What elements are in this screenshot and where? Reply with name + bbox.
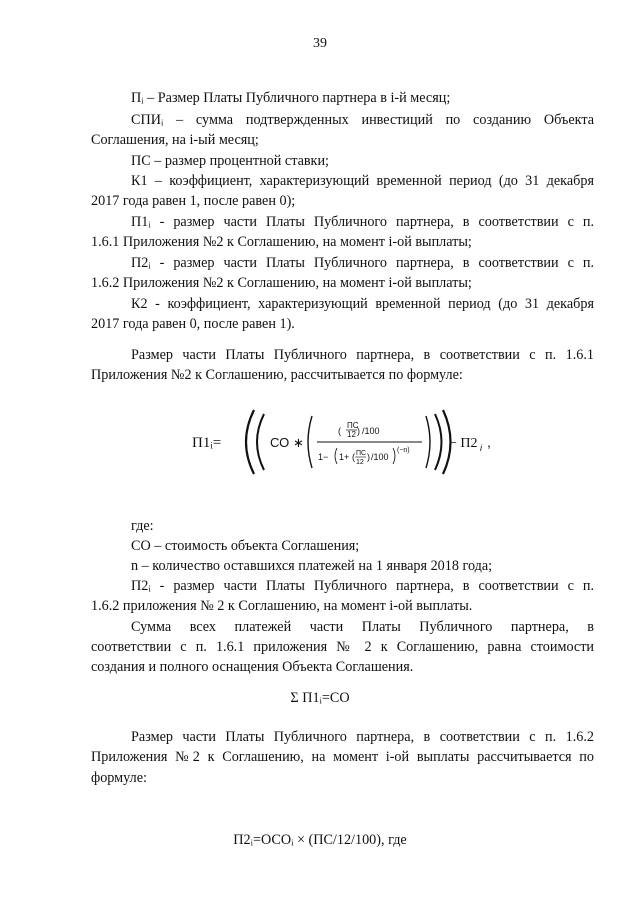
definition-line: 1.6.2 Приложения №2 к Соглашению, на момент i-ой выплаты; xyxy=(91,275,472,291)
definition-line: К1 – коэффициент, характеризующий временной период (до 31 декабря xyxy=(131,173,594,189)
paragraph-line: Сумма всех платежей части Платы Публичного партнера, в xyxy=(131,619,594,635)
num-rest: /100 xyxy=(362,426,380,436)
formula-lhs: П1ᵢ= xyxy=(192,435,222,451)
formula-sub-i: i xyxy=(480,443,482,453)
den-rest: /100 xyxy=(371,452,389,462)
formula-p1 xyxy=(192,402,492,482)
definition-line: П1ᵢ - размер части Платы Публичного партнера, в соответствии с п. xyxy=(131,214,594,230)
svg-text:(: ( xyxy=(338,426,341,436)
den-one: 1− xyxy=(318,452,329,462)
definition-line: ПС – размер процентной ставки; xyxy=(131,153,329,169)
formula-end: , xyxy=(487,434,491,450)
formula-sum: Σ П1ᵢ=СО xyxy=(290,690,350,706)
definition-line: СО – стоимость объекта Соглашения; xyxy=(131,538,360,554)
paragraph-line: Приложения №2 к Соглашению, на момент i-ой выплаты рассчитывается по xyxy=(91,749,594,765)
formula-p2: П2ᵢ=ОСОᵢ × (ПС/12/100), где xyxy=(233,832,407,848)
definition-line: 2017 года равен 0, после равен 1). xyxy=(91,316,295,332)
svg-text:(: ( xyxy=(352,452,355,462)
definition-line: Соглашения, на i-ый месяц; xyxy=(91,132,259,148)
definition-line: 2017 года равен 1, после равен 0); xyxy=(91,193,296,209)
definition-line: К2 - коэффициент, характеризующий временной период (до 31 декабря xyxy=(131,296,594,312)
paragraph-line: Размер части Платы Публичного партнера, в соответствии с п. 1.6.1 xyxy=(131,347,594,363)
svg-text:): ) xyxy=(357,426,360,436)
definition-line: СПИᵢ – сумма подтвержденных инвестиций по созданию Объекта xyxy=(131,112,594,128)
paragraph-line: создания и полного оснащения Объекта Соглашения. xyxy=(91,659,414,675)
definition-line: 1.6.2 приложения № 2 к Соглашению, на момент i-ой выплаты. xyxy=(91,598,473,614)
definition-line: n – количество оставшихся платежей на 1 января 2018 года; xyxy=(131,558,493,574)
num-frac-bot: 12 xyxy=(347,430,356,439)
formula-minus: − П2 xyxy=(449,436,478,451)
formula-co: СО xyxy=(270,435,290,450)
den-inner-one: 1+ xyxy=(339,452,350,462)
den-frac-bot: 12 xyxy=(356,459,364,466)
definition-line: Пᵢ – Размер Платы Публичного партнера в i-й месяц; xyxy=(131,90,451,106)
formula-op: ∗ xyxy=(293,435,304,450)
definition-line: 1.6.1 Приложения №2 к Соглашению, на момент i-ой выплаты; xyxy=(91,234,472,250)
paragraph-line: формуле: xyxy=(91,770,147,786)
num-frac-top: ПС xyxy=(347,421,359,430)
den-exp: (−n) xyxy=(397,447,410,454)
paragraph-line: Приложения №2 к Соглашению, рассчитывается по формуле: xyxy=(91,367,463,383)
definition-line: П2ᵢ - размер части Платы Публичного партнера, в соответствии с п. xyxy=(131,578,594,594)
paragraph-line: Размер части Платы Публичного партнера, в соответствии с п. 1.6.2 xyxy=(131,729,594,745)
paragraph-line: где: xyxy=(131,518,154,534)
paragraph-line: соответствии с п. 1.6.1 приложения № 2 к Соглашению, равна стоимости xyxy=(91,639,594,655)
definition-line: П2ᵢ - размер части Платы Публичного партнера, в соответствии с п. xyxy=(131,255,594,271)
svg-text:): ) xyxy=(367,452,370,462)
page-number: 39 xyxy=(313,36,327,51)
den-frac-top: ПС xyxy=(356,450,367,457)
